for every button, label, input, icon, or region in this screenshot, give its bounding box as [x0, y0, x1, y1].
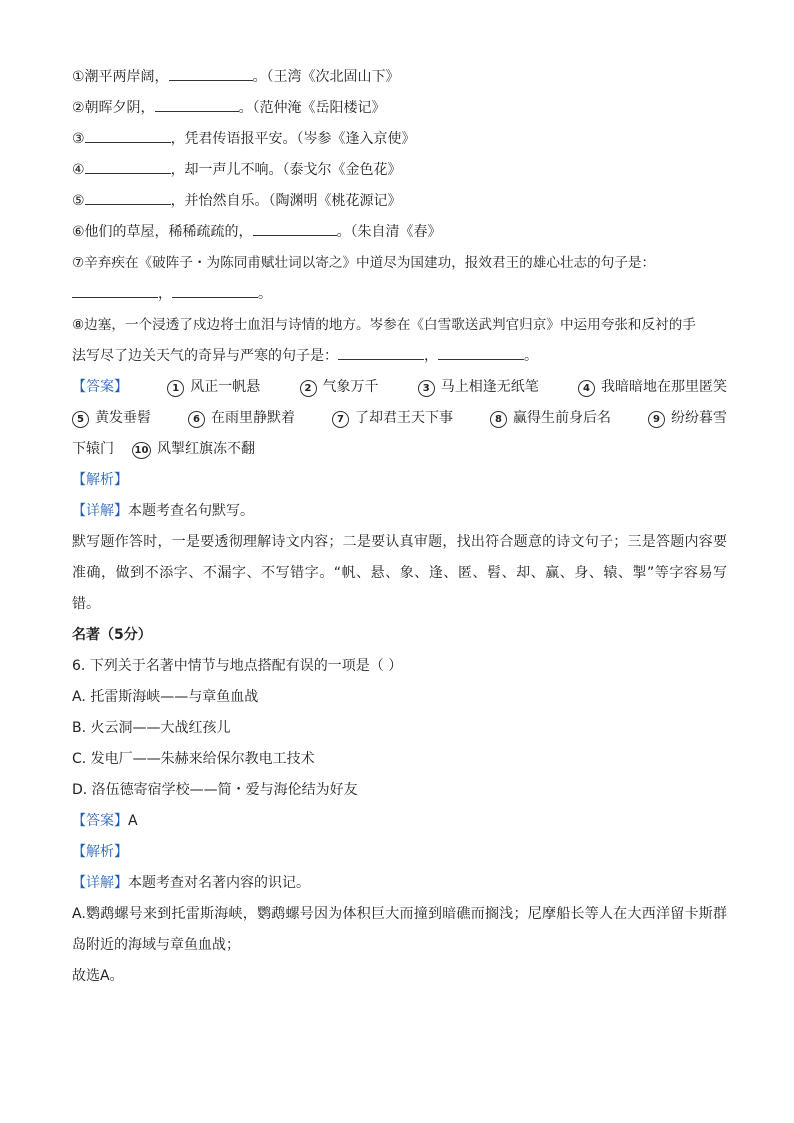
fill-blank-line-5: ⑤ ，并怡然自乐。（陶渊明《桃花源记》	[72, 186, 727, 217]
option-a: A. 托雷斯海峡——与章鱼血战	[72, 689, 259, 705]
fill-blank-line-1: ①潮平两岸阔， 。（王湾《次北固山下》	[72, 62, 727, 93]
option-b: B. 火云洞——大战红孩儿	[72, 720, 231, 736]
analysis-paragraph-2: A.鹦鹉螺号来到托雷斯海峡，鹦鹉螺号因为体积巨大而撞到暗礁而搁浅；尼摩船长等人在大西洋留卡斯群岛附近的海域与章鱼血战；	[72, 906, 727, 953]
conclusion-line: 故选A。	[72, 968, 124, 984]
answer-item-1: 1 风正一帆悬	[167, 372, 260, 403]
fill-blank-line-4: ④ ，却一声儿不响。（泰戈尔《金色花》	[72, 155, 727, 186]
section-title: 名著（5分）	[72, 627, 152, 643]
analysis-paragraph-1: 默写题作答时，一是要透彻理解诗文内容；二是要认真审题，找出符合题意的诗文句子；三是答题内容要准确，做到不添字、不漏字、不写错字。“帆、悬、象、逢、匿、髫、却、赢、身、辕、掣”等字容易写错。	[72, 534, 727, 612]
answer-item-6: 6 在雨里静默着	[188, 403, 295, 434]
answer-row-2	[72, 403, 727, 434]
answer-item-9: 9 纷纷暮雪	[648, 403, 727, 434]
answer-item-10: 10 风掣红旗冻不翻	[132, 434, 255, 465]
answer-item-7: 7 了却君王天下事	[332, 403, 453, 434]
option-d: D. 洛伍德寄宿学校——简・爱与海伦结为好友	[72, 782, 358, 798]
detail-line-2: 【详解】本题考查对名著内容的识记。	[72, 875, 310, 891]
question-6-stem: 6. 下列关于名著中情节与地点搭配有误的一项是（ ）	[72, 658, 403, 674]
analysis-tag-2: 【解析】	[72, 844, 128, 860]
fill-blank-line-6: ⑥他们的草屋，稀稀疏疏的， 。（朱自清《春》	[72, 217, 727, 248]
answer-row-1	[72, 372, 727, 403]
answer-line-2: 【答案】A	[72, 813, 138, 829]
fill-blank-line-7-answers: ， 。	[72, 279, 727, 310]
answer-tag: 【答案】	[72, 379, 128, 395]
answer-item-8: 8 赢得生前身后名	[490, 403, 611, 434]
analysis-tag-1: 【解析】	[72, 472, 128, 488]
answer-item-4: 4 我暗暗地在那里匿笑	[578, 372, 727, 403]
option-c: C. 发电厂——朱赫来给保尔教电工技术	[72, 751, 315, 767]
answer-item-5: 5 黄发垂髫	[72, 403, 151, 434]
fill-blank-line-7: ⑦辛弃疾在《破阵子・为陈同甫赋壮词以寄之》中道尽为国建功，报效君王的雄心壮志的句子是：	[72, 255, 656, 271]
fill-blank-line-8: ⑧边塞，一个浸透了戍边将士血泪与诗情的地方。岑参在《白雪歌送武判官归京》中运用夸张和反衬的手	[72, 317, 696, 333]
detail-line-1: 【详解】本题考查名句默写。	[72, 503, 254, 519]
fill-blank-line-3: ③ ，凭君传语报平安。（岑参《逢入京使》	[72, 124, 727, 155]
answer-item-2: 2 气象万千	[300, 372, 379, 403]
answer-item-3: 3 马上相逢无纸笔	[418, 372, 539, 403]
fill-blank-line-8-answers: 法写尽了边关天气的奇异与严寒的句子是： ， 。	[72, 341, 727, 372]
document-page	[72, 62, 727, 992]
fill-blank-line-2: ②朝晖夕阴， 。（范仲淹《岳阳楼记》	[72, 93, 727, 124]
answer-row-3: 下辕门 10 风掣红旗冻不翻	[72, 434, 727, 465]
